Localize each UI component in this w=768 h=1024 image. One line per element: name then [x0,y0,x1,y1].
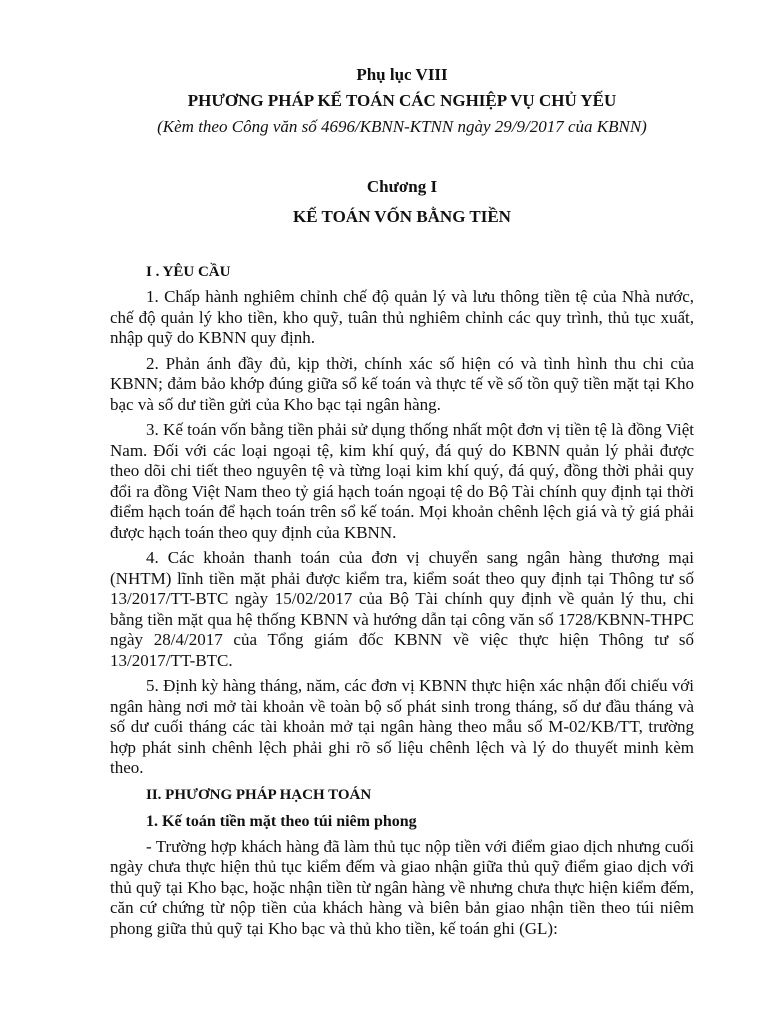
requirement-paragraph-2: 2. Phản ánh đầy đủ, kịp thời, chính xác số hiện có và tình hình thu chi của KBNN; đảm bảo khớp đúng giữa sổ kế toán và thực tế về số tồn quỹ tiền mặt tại Kho bạc và số dư tiền gửi của Kho bạc tại ngân hàng. [110,353,694,414]
document-content [110,64,694,939]
requirement-paragraph-3: 3. Kế toán vốn bằng tiền phải sử dụng thống nhất một đơn vị tiền tệ là đồng Việt Nam. Đối với các loại ngoại tệ, kim khí quý, đá quý do KBNN quản lý phải được theo dõi chi tiết theo nguyên tệ và từng loại kim khí quý, đá quý, đồng thời phải quy đổi ra đồng Việt Nam theo tỷ giá hạch toán ngoại tệ do Bộ Tài chính quy định tại thời điểm hạch toán để hạch toán trên sổ kế toán. Mọi khoản chênh lệch giá và tỷ giá phải được hạch toán theo quy định của KBNN. [110,420,694,542]
requirement-paragraph-1: 1. Chấp hành nghiêm chỉnh chế độ quản lý và lưu thông tiền tệ của Nhà nước, chế độ quản lý kho tiền, kho quỹ, tuân thủ nghiêm chỉnh các quy trình, thủ tục xuất, nhập quỹ do KBNN quy định. [110,287,694,347]
sub-heading-sealed-bag-cash: 1. Kế toán tiền mặt theo túi niêm phong [146,812,417,830]
appendix-reference: (Kèm theo Công văn số 4696/KBNN-KTNN ngày 29/9/2017 của KBNN) [157,117,647,136]
section-heading-requirements: I . YÊU CẦU [146,264,231,280]
section-heading-accounting-method: II. PHƯƠNG PHÁP HẠCH TOÁN [146,786,372,803]
requirement-paragraph-4: 4. Các khoản thanh toán của đơn vị chuyển sang ngân hàng thương mại (NHTM) lĩnh tiền mặt phải được kiểm tra, kiểm soát theo quy định tại Thông tư số 13/2017/TT-BTC ngày 15/02/2017 của Bộ Tài chính quy định về quản lý thu, chi bằng tiền mặt qua hệ thống KBNN và hướng dẫn tại công văn số 1728/KBNN-THPC ngày 28/4/2017 của Tổng giám đốc KBNN về việc thực hiện Thông tư số 13/2017/TT-BTC. [110,548,694,670]
appendix-title: Phụ lục VIII [356,65,448,84]
requirement-paragraph-5: 5. Định kỳ hàng tháng, năm, các đơn vị KBNN thực hiện xác nhận đối chiếu với ngân hàng nơi mở tài khoản về toàn bộ số phát sinh trong tháng, số dư đầu tháng và số dư cuối tháng các tài khoản mở tại ngân hàng theo mẫu số M-02/KB/TT, trường hợp phát sinh chênh lệch phải ghi rõ số liệu chênh lệch và lý do thuyết minh kèm theo. [110,676,694,777]
chapter-heading: KẾ TOÁN VỐN BẰNG TIỀN [293,207,511,226]
method-paragraph-1: - Trường hợp khách hàng đã làm thủ tục nộp tiền với điểm giao dịch nhưng cuối ngày chưa thực hiện thủ tục kiểm đếm và giao nhận giữa thủ quỹ điểm giao dịch với thủ quỹ tại Kho bạc, hoặc nhận tiền từ ngân hàng về nhưng chưa thực hiện kiểm đếm, căn cứ chứng từ nộp tiền của khách hàng và biên bản giao nhận tiền theo túi niêm phong giữa thủ quỹ tại Kho bạc và thủ kho tiền, kế toán ghi (GL): [110,836,694,938]
chapter-title: Chương I [366,177,438,196]
appendix-heading: PHƯƠNG PHÁP KẾ TOÁN CÁC NGHIỆP VỤ CHỦ YẾU [187,91,617,110]
